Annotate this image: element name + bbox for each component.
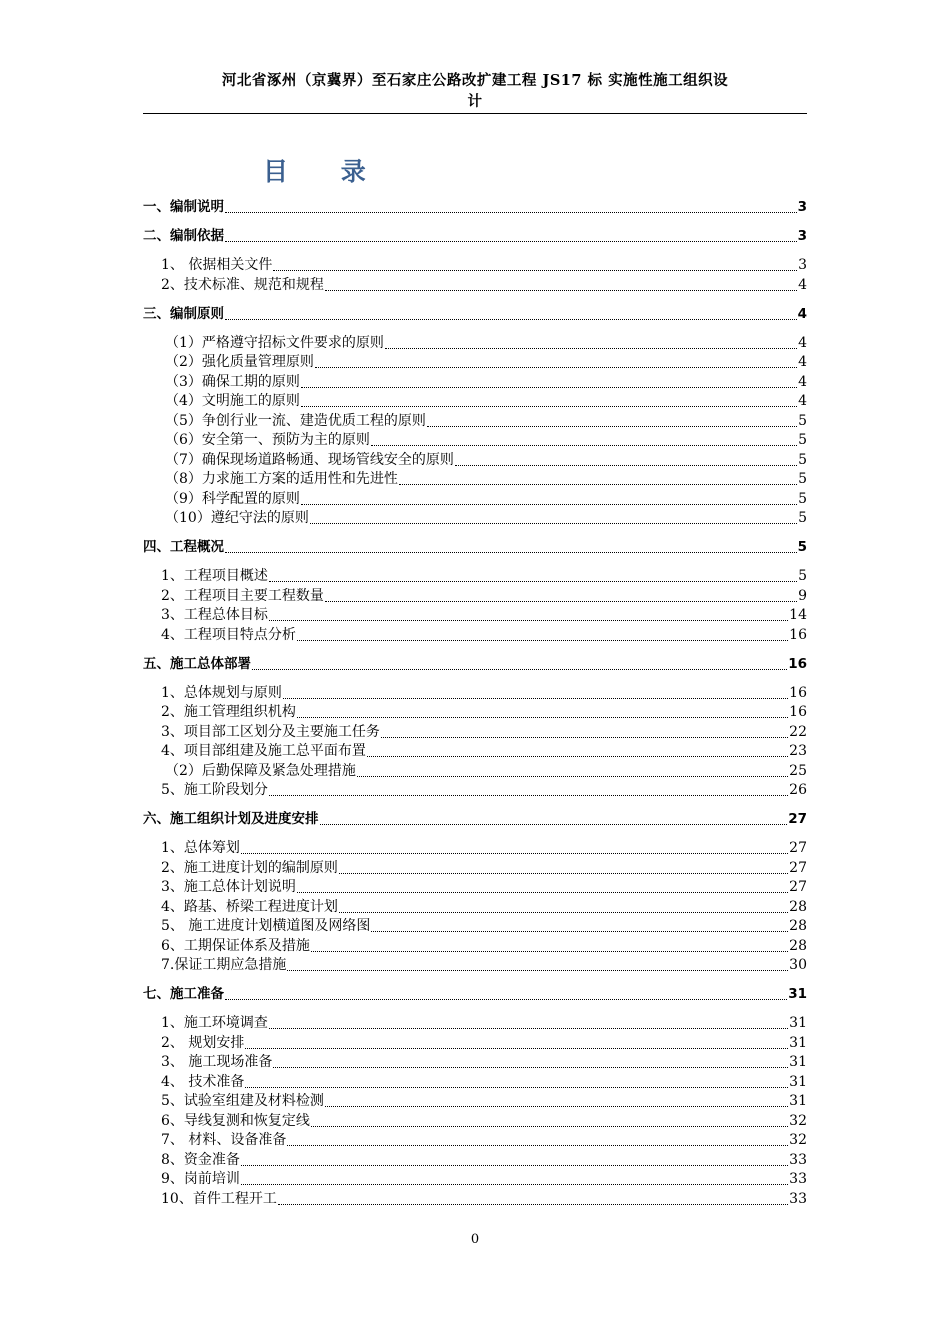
header-title-line2: 计	[467, 93, 483, 110]
header-title-line1: 河北省涿州（京冀界）至石家庄公路改扩建工程 JS17 标 实施性施工组织设	[221, 72, 729, 89]
toc-entry-page: 26	[789, 782, 807, 798]
toc-entry-page: 31	[789, 1093, 807, 1109]
toc-entry-label: （2）强化质量管理原则	[165, 354, 314, 370]
toc-entry-page: 5	[798, 432, 807, 448]
toc-entry-label: 2、施工管理组织机构	[161, 704, 296, 720]
toc-entry-page: 3	[797, 199, 807, 215]
toc-entry-page: 33	[789, 1171, 807, 1187]
toc-entry-label: 六、施工组织计划及进度安排	[143, 811, 319, 827]
toc-entry-label: 5、施工阶段划分	[161, 782, 268, 798]
toc-dot-leader	[225, 305, 797, 320]
toc-entry[interactable]	[165, 334, 807, 353]
toc-entry[interactable]	[161, 1034, 807, 1053]
toc-entry[interactable]	[161, 1151, 807, 1170]
toc-dot-leader	[381, 723, 788, 738]
toc-entry-label: 4、项目部组建及施工总平面布置	[161, 743, 366, 759]
toc-entry[interactable]	[161, 703, 807, 722]
toc-entry-label: （10）遵纪守法的原则	[165, 510, 309, 526]
toc-entry-label: （6）安全第一、预防为主的原则	[165, 432, 370, 448]
toc-entry-page: 4	[798, 334, 807, 351]
toc-dot-leader	[283, 684, 788, 699]
toc-dot-leader	[241, 839, 788, 854]
toc-dot-leader	[225, 985, 787, 1000]
toc-entry[interactable]	[161, 1112, 807, 1131]
toc-entry-label: 四、工程概况	[143, 539, 224, 555]
toc-entry-page: 27	[789, 859, 807, 876]
toc-entry-page: 32	[789, 1132, 807, 1148]
toc-entry[interactable]	[161, 684, 807, 703]
toc-title: 目 录	[263, 157, 388, 186]
toc-chapter-entry[interactable]	[143, 810, 807, 829]
toc-entry-label: 6、工期保证体系及措施	[161, 937, 310, 954]
toc-entry-page: 16	[789, 684, 807, 701]
toc-entry-label: 五、施工总体部署	[143, 655, 251, 672]
toc-entry-label: 二、编制依据	[143, 228, 224, 244]
toc-entry[interactable]	[161, 1170, 807, 1189]
toc-dot-leader	[241, 1151, 788, 1166]
toc-dot-leader	[269, 781, 788, 796]
toc-entry[interactable]	[165, 762, 807, 781]
toc-dot-leader	[427, 412, 797, 427]
toc-entry[interactable]	[161, 567, 807, 586]
toc-entry-label: 3、施工总体计划说明	[161, 879, 296, 895]
toc-dot-leader	[315, 353, 797, 368]
toc-dot-leader	[225, 538, 797, 553]
page-header	[143, 70, 807, 112]
toc-entry-page: 5	[798, 412, 807, 429]
toc-dot-leader	[245, 1073, 788, 1088]
toc-entry-label: 5、 施工进度计划横道图及网络图	[161, 918, 371, 934]
toc-entry-page: 28	[789, 898, 807, 915]
toc-dot-leader	[241, 1170, 788, 1185]
toc-entry-label: 1、工程项目概述	[161, 568, 268, 584]
toc-entry[interactable]	[161, 626, 807, 645]
toc-dot-leader	[385, 334, 797, 349]
toc-dot-leader	[225, 227, 797, 242]
toc-entry-label: 七、施工准备	[143, 986, 224, 1002]
toc-entry-label: （8）力求施工方案的适用性和先进性	[165, 471, 398, 487]
toc-entry-page: 5	[798, 568, 807, 584]
toc-dot-leader	[297, 878, 788, 893]
toc-entry[interactable]	[161, 276, 807, 295]
toc-entry-label: 2、技术标准、规范和规程	[161, 276, 324, 293]
toc-entry-label: 1、 依据相关文件	[161, 257, 273, 273]
toc-entry[interactable]	[165, 431, 807, 450]
toc-entry-page: 28	[789, 937, 807, 954]
toc-dot-leader	[399, 470, 797, 485]
toc-entry-page: 9	[798, 587, 807, 604]
toc-entry-label: 4、路基、桥梁工程进度计划	[161, 898, 338, 915]
toc-entry-page: 3	[798, 257, 807, 273]
toc-entry-label: （4）文明施工的原则	[165, 393, 300, 409]
toc-dot-leader	[273, 256, 797, 271]
toc-dot-leader	[320, 810, 788, 825]
toc-entry[interactable]	[161, 1092, 807, 1111]
toc-entry[interactable]	[161, 898, 807, 917]
toc-entry-page: 25	[789, 762, 807, 779]
toc-entry-label: 一、编制说明	[143, 199, 224, 215]
toc-entry-page: 4	[798, 354, 807, 370]
toc-entry-page: 4	[798, 393, 807, 409]
toc-entry-label: 1、总体规划与原则	[161, 684, 282, 701]
header-divider	[143, 113, 807, 114]
toc-entry-label: 4、 技术准备	[161, 1073, 245, 1090]
toc-entry[interactable]	[165, 451, 807, 470]
toc-dot-leader	[339, 859, 788, 874]
toc-chapter-entry[interactable]	[143, 198, 807, 217]
toc-entry[interactable]	[161, 839, 807, 858]
toc-dot-leader	[269, 606, 788, 621]
toc-entry[interactable]	[161, 859, 807, 878]
toc-entry[interactable]	[165, 509, 807, 528]
toc-entry[interactable]	[165, 470, 807, 489]
toc-dot-leader	[367, 742, 788, 757]
toc-entry-page: 31	[789, 1034, 807, 1051]
toc-entry[interactable]	[161, 606, 807, 625]
toc-dot-leader	[311, 937, 788, 952]
toc-dot-leader	[297, 703, 788, 718]
toc-entry-label: 3、 施工现场准备	[161, 1054, 273, 1070]
toc-entry-label: （1）严格遵守招标文件要求的原则	[165, 334, 384, 351]
toc-entry[interactable]	[161, 1073, 807, 1092]
toc-entry-page: 27	[789, 840, 807, 856]
toc-entry-page: 5	[798, 510, 807, 526]
toc-entry[interactable]	[161, 781, 807, 800]
toc-entry-page: 23	[789, 743, 807, 759]
toc-entry[interactable]	[165, 373, 807, 392]
toc-entry-label: 9、岗前培训	[161, 1171, 240, 1187]
toc-entry-page: 33	[789, 1190, 807, 1207]
toc-dot-leader	[325, 1092, 788, 1107]
toc-dot-leader	[301, 490, 797, 505]
toc-dot-leader	[245, 1034, 788, 1049]
toc-dot-leader	[339, 898, 788, 913]
toc-entry-label: 1、总体筹划	[161, 840, 240, 856]
toc-entry-page: 16	[788, 655, 807, 672]
toc-entry-page: 4	[798, 373, 807, 390]
toc-entry[interactable]	[165, 490, 807, 509]
toc-dot-leader	[301, 373, 797, 388]
toc-entry-label: 7、 材料、设备准备	[161, 1132, 287, 1148]
toc-entry[interactable]	[165, 412, 807, 431]
toc-entry-page: 31	[789, 1015, 807, 1031]
toc-entry[interactable]	[161, 917, 807, 936]
toc-entry-label: （9）科学配置的原则	[165, 490, 300, 507]
toc-entry-label: 5、试验室组建及材料检测	[161, 1093, 324, 1109]
toc-chapter-entry[interactable]	[143, 227, 807, 246]
toc-entry-page: 31	[789, 1073, 807, 1090]
toc-entry-page: 4	[798, 276, 807, 293]
toc-entry-label: （3）确保工期的原则	[165, 373, 300, 390]
toc-chapter-entry[interactable]	[143, 538, 807, 557]
toc-dot-leader	[455, 451, 797, 466]
toc-entry[interactable]	[161, 1190, 807, 1209]
toc-dot-leader	[301, 392, 797, 407]
toc-entry[interactable]	[161, 1053, 807, 1072]
toc-dot-leader	[371, 431, 797, 446]
page-number: 0	[470, 1232, 480, 1247]
toc-dot-leader	[269, 567, 797, 582]
toc-dot-leader	[357, 762, 788, 777]
toc-entry-label: （2）后勤保障及紧急处理措施	[165, 762, 356, 779]
toc-entry[interactable]	[161, 723, 807, 742]
toc-entry-page: 33	[789, 1151, 807, 1168]
toc-chapter-entry[interactable]	[143, 985, 807, 1004]
toc-entry-page: 5	[797, 539, 807, 555]
toc-entry-label: 3、工程总体目标	[161, 607, 268, 623]
toc-entry-label: 4、工程项目特点分析	[161, 626, 296, 643]
toc-dot-leader	[311, 1112, 788, 1127]
toc-entry[interactable]	[161, 587, 807, 606]
toc-entry-page: 5	[798, 490, 807, 507]
toc-entry-page: 4	[797, 305, 807, 322]
toc-entry-page: 16	[789, 704, 807, 720]
toc-entry-page: 16	[789, 626, 807, 643]
toc-dot-leader	[273, 1053, 788, 1068]
toc-entry-label: （5）争创行业一流、建造优质工程的原则	[165, 412, 426, 429]
toc-dot-leader	[310, 509, 797, 524]
toc-dot-leader	[371, 917, 788, 932]
toc-entry-page: 32	[789, 1112, 807, 1129]
toc-entry-page: 3	[797, 228, 807, 244]
toc-entry-label: 三、编制原则	[143, 305, 224, 322]
toc-entry-page: 22	[789, 723, 807, 740]
toc-entry-label: 2、施工进度计划的编制原则	[161, 859, 338, 876]
toc-entry-label: 8、资金准备	[161, 1151, 240, 1168]
toc-chapter-entry[interactable]	[143, 655, 807, 674]
toc-entry-label: 1、施工环境调查	[161, 1015, 268, 1031]
toc-entry[interactable]	[161, 937, 807, 956]
toc-dot-leader	[225, 198, 797, 213]
toc-entry-page: 27	[789, 879, 807, 895]
toc-entry-label: 7.保证工期应急措施	[161, 957, 287, 973]
toc-entry[interactable]	[165, 353, 807, 372]
toc-entry[interactable]	[161, 256, 807, 275]
toc-entry-page: 5	[798, 451, 807, 468]
toc-entry-label: （7）确保现场道路畅通、现场管线安全的原则	[165, 451, 454, 468]
toc-entry[interactable]	[161, 1131, 807, 1150]
toc-dot-leader	[325, 587, 797, 602]
toc-entry[interactable]	[165, 392, 807, 411]
toc-entry[interactable]	[161, 956, 807, 975]
toc-entry-page: 28	[789, 918, 807, 934]
toc-dot-leader	[325, 276, 797, 291]
toc-entry-page: 5	[798, 471, 807, 487]
toc-entry-page: 31	[789, 1054, 807, 1070]
toc-dot-leader	[269, 1014, 788, 1029]
toc-entry-page: 27	[788, 811, 807, 827]
toc-entry[interactable]	[161, 1014, 807, 1033]
toc-chapter-entry[interactable]	[143, 305, 807, 324]
toc-dot-leader	[252, 655, 787, 670]
toc-entry-label: 2、工程项目主要工程数量	[161, 587, 324, 604]
toc-entry-page: 30	[789, 957, 807, 973]
toc-entry-label: 3、项目部工区划分及主要施工任务	[161, 723, 380, 740]
toc-entry-page: 31	[788, 986, 807, 1002]
toc-entry-label: 10、首件工程开工	[161, 1190, 277, 1207]
toc-entry[interactable]	[161, 878, 807, 897]
toc-dot-leader	[278, 1190, 788, 1205]
toc-dot-leader	[287, 956, 788, 971]
toc-dot-leader	[287, 1131, 788, 1146]
toc-entry-label: 6、导线复测和恢复定线	[161, 1112, 310, 1129]
toc-entry-page: 14	[789, 607, 807, 623]
toc-entry[interactable]	[161, 742, 807, 761]
toc-dot-leader	[297, 626, 788, 641]
toc-entry-label: 2、 规划安排	[161, 1034, 245, 1051]
